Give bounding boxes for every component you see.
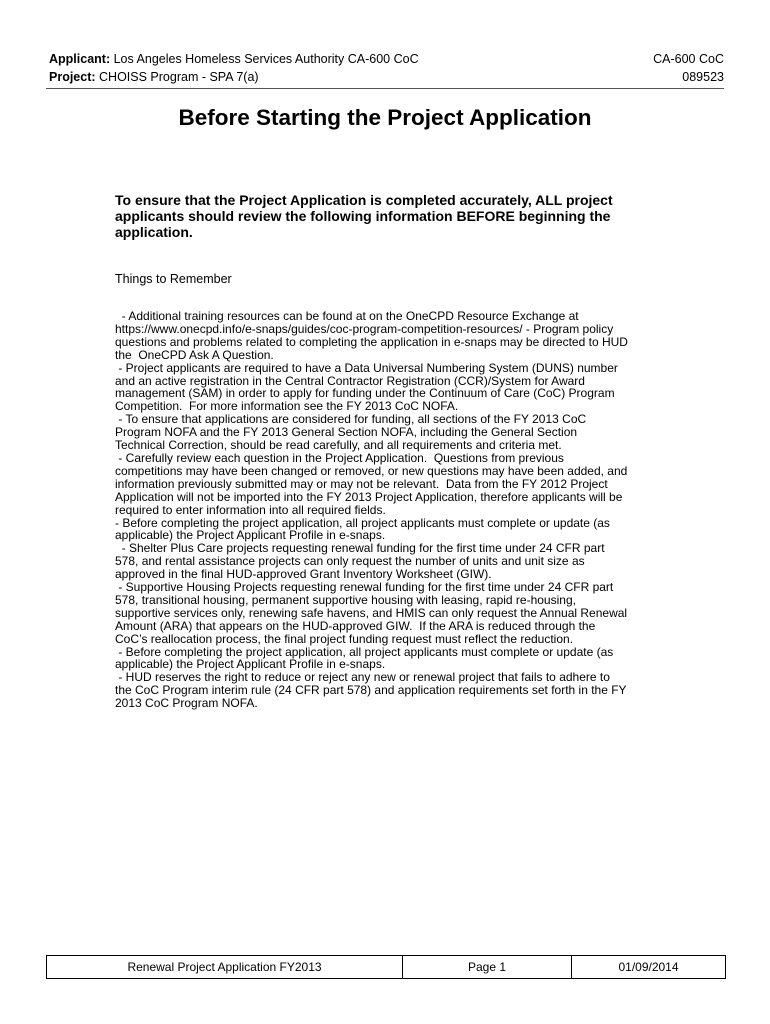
body-line: https://www.onecpd.info/e-snaps/guides/coc-program-competition-resources/ - Program policy	[115, 321, 614, 336]
body-line: - Additional training resources can be found at on the OneCPD Resource Exchange at	[115, 309, 579, 323]
project-value: CHOISS Program - SPA 7(a)	[99, 70, 259, 84]
body-line: - To ensure that applications are considered for funding, all sections of the FY 2013 CoC	[115, 412, 587, 427]
footer-page: Page 1	[403, 956, 572, 978]
intro-paragraph: To ensure that the Project Application is completed accurately, ALL project applicants should review the following information BEFORE beginning the application.	[115, 192, 613, 240]
body-line: the OneCPD Ask A Question.	[115, 347, 274, 362]
applicant-label: Applicant:	[49, 52, 111, 66]
body-line: Amount (ARA) that appears on the HUD-approved GIW. If the ARA is reduced through the	[115, 618, 596, 633]
body-line: Technical Correction, should be read carefully, and all requirements and criteria met.	[115, 438, 562, 453]
body-line: management (SAM) in order to apply for funding under the Continuum of Care (CoC) Program	[115, 386, 615, 401]
applicant-value: Los Angeles Homeless Services Authority CA-600 CoC	[113, 52, 419, 66]
body-line: supportive services only, renewing safe havens, and HMIS can only request the Annual Renewal	[115, 605, 628, 620]
body-line: - Project applicants are required to have a Data Universal Numbering System (DUNS) number	[115, 360, 618, 375]
body-line: questions and problems related to completing the application in e-snaps may be directed to HUD	[115, 334, 628, 349]
body-line: - HUD reserves the right to reduce or reject any new or renewal project that fails to adhere to	[115, 670, 610, 685]
header-divider	[46, 88, 724, 89]
body-line: CoC’s reallocation process, the final project funding request must reflect the reduction.	[115, 631, 574, 646]
body-line: information previously submitted may or may not be relevant. Data from the FY 2012 Project	[115, 476, 608, 491]
body-line: 2013 CoC Program NOFA.	[115, 696, 258, 711]
body-line: the CoC Program interim rule (24 CFR part 578) and application requirements set forth in the FY	[115, 683, 627, 698]
body-line: required to enter information into all required fields.	[115, 502, 386, 517]
body-line: - Shelter Plus Care projects requesting renewal funding for the first time under 24 CFR part	[115, 541, 605, 556]
header-left	[49, 50, 419, 86]
body-line: 578, and rental assistance projects can only request the number of units and unit size as	[115, 554, 585, 569]
page-footer	[46, 955, 726, 979]
project-number: 089523	[682, 70, 724, 84]
body-line: applicable) the Project Applicant Profile in e-snaps.	[115, 657, 386, 672]
body-line: Application will not be imported into the FY 2013 Project Application, therefore applicants will be	[115, 489, 623, 504]
body-line: - Supportive Housing Projects requesting renewal funding for the first time under 24 CFR part	[115, 580, 614, 595]
project-label: Project:	[49, 70, 96, 84]
body-line: approved in the final HUD-approved Grant Inventory Worksheet (GIW).	[115, 567, 492, 582]
body-line: - Before completing the project application, all project applicants must complete or update (as	[115, 644, 614, 659]
page-title: Before Starting the Project Application	[178, 105, 592, 130]
footer-date: 01/09/2014	[618, 960, 679, 974]
footer-doc-name: Renewal Project Application FY2013	[47, 956, 403, 978]
things-heading: Things to Remember	[115, 272, 232, 286]
applicant-line	[49, 50, 419, 68]
body-line: - Carefully review each question in the Project Application. Questions from previous	[115, 450, 564, 465]
body-line: and an active registration in the Central Contractor Registration (CCR)/System for Award	[115, 373, 585, 388]
project-line	[49, 68, 419, 86]
body-line: - Before completing the project application, all project applicants must complete or update (as	[115, 515, 610, 530]
body-line: 578, transitional housing, permanent supportive housing with leasing, rapid re-housing,	[115, 592, 576, 607]
body-line: Competition. For more information see the FY 2013 CoC NOFA.	[115, 399, 459, 414]
body-line: competitions may have been changed or removed, or new questions may have been added, and	[115, 463, 628, 478]
body-line: applicable) the Project Applicant Profile in e-snaps.	[115, 528, 386, 543]
coc-code: CA-600 CoC	[653, 52, 724, 66]
header-right	[653, 50, 724, 86]
instructions-body	[115, 310, 675, 710]
body-line: Program NOFA and the FY 2013 General Section NOFA, including the General Section	[115, 425, 578, 440]
